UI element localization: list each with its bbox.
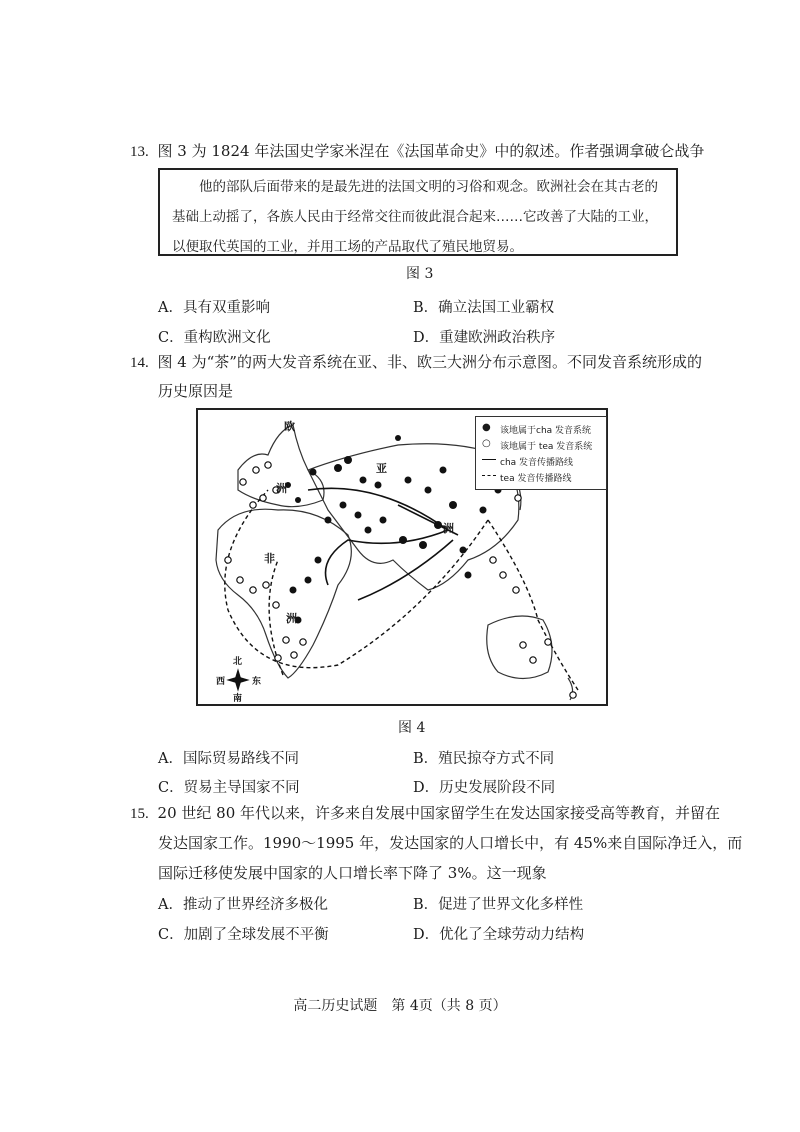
legend-tea-route: tea 发音传播路线 bbox=[500, 474, 572, 484]
map-label-asia-2: 洲 bbox=[443, 522, 454, 535]
cha-place-dot bbox=[355, 512, 362, 519]
australia-coastline bbox=[487, 616, 552, 679]
cha-place-dot bbox=[315, 557, 322, 564]
q14-stem bbox=[130, 347, 702, 378]
q14-option-d[interactable]: D．历史发展阶段不同 bbox=[413, 780, 556, 796]
map-legend bbox=[475, 416, 607, 490]
legend-dashed-line-icon bbox=[482, 475, 496, 476]
cha-place-dot bbox=[325, 517, 332, 524]
q15-stem-line2: 发达国家工作。1990～1995 年，发达国家的人口增长中，有 45%来自国际净迁入，而 bbox=[158, 834, 743, 852]
compass-north: 北 bbox=[233, 657, 243, 667]
cha-place-dot bbox=[340, 502, 347, 509]
tea-place-ring bbox=[300, 639, 306, 645]
q13-number: 13. bbox=[130, 144, 149, 160]
map-label-europe-2: 洲 bbox=[276, 482, 287, 495]
tea-place-ring bbox=[515, 495, 521, 501]
q14-option-c[interactable]: C．贸易主导国家不同 bbox=[158, 780, 300, 796]
cha-place-dot bbox=[310, 469, 317, 476]
q15-stem bbox=[130, 798, 720, 829]
cha-route-line bbox=[358, 540, 453, 600]
q13-option-d[interactable]: D．重建欧洲政治秩序 bbox=[413, 330, 556, 346]
q13-quote-line: 以便取代英国的工业，并用工场的产品取代了殖民地贸易。 bbox=[172, 239, 523, 255]
tea-place-ring bbox=[240, 479, 246, 485]
cha-place-dot bbox=[380, 517, 387, 524]
tea-place-ring bbox=[291, 652, 297, 658]
compass-west: 西 bbox=[216, 677, 226, 687]
q13-option-b[interactable]: B．确立法国工业霸权 bbox=[413, 300, 555, 316]
tea-place-ring bbox=[250, 502, 256, 508]
figure-3-caption: 图 3 bbox=[406, 266, 434, 282]
tea-place-ring bbox=[283, 637, 289, 643]
cha-place-dot bbox=[295, 497, 301, 503]
q13-stem bbox=[130, 136, 704, 167]
cha-place-dot bbox=[465, 572, 472, 579]
tea-pronunciation-map bbox=[196, 408, 608, 706]
q13-option-c[interactable]: C．重构欧洲文化 bbox=[158, 330, 271, 346]
tea-place-ring bbox=[570, 692, 576, 698]
tea-place-ring bbox=[273, 602, 279, 608]
compass-east: 东 bbox=[252, 677, 262, 687]
legend-cha-dot-icon: ● bbox=[482, 422, 491, 433]
q15-option-d[interactable]: D．优化了全球劳动力结构 bbox=[413, 927, 585, 943]
q13-quote-line: 基础上动摇了，各族人民由于经常交往而彼此混合起来……它改善了大陆的工业， bbox=[172, 209, 658, 225]
legend-cha-route: cha 发音传播路线 bbox=[500, 458, 574, 468]
page-footer: 高二历史试题 第 4页（共 8 页） bbox=[293, 998, 507, 1014]
cha-place-dot bbox=[405, 477, 412, 484]
cha-place-dot bbox=[480, 507, 487, 514]
tea-route-line bbox=[488, 520, 578, 690]
tea-place-ring bbox=[520, 642, 526, 648]
map-label-europe-1: 欧 bbox=[284, 420, 295, 433]
tea-place-ring bbox=[500, 572, 506, 578]
tea-place-ring bbox=[513, 587, 519, 593]
q14-option-b[interactable]: B．殖民掠夺方式不同 bbox=[413, 751, 555, 767]
cha-place-dot bbox=[290, 587, 297, 594]
cha-place-dot bbox=[425, 487, 432, 494]
legend-tea-place: 该地属于 tea 发音系统 bbox=[500, 442, 593, 452]
figure-4-caption: 图 4 bbox=[398, 720, 426, 736]
legend-solid-line-icon bbox=[482, 459, 496, 460]
tea-place-ring bbox=[490, 557, 496, 563]
q15-option-b[interactable]: B．促进了世界文化多样性 bbox=[413, 897, 584, 913]
tea-place-ring bbox=[253, 467, 259, 473]
map-label-africa-2: 洲 bbox=[286, 612, 297, 625]
tea-place-ring bbox=[275, 655, 281, 661]
tea-place-ring bbox=[265, 462, 271, 468]
q14-option-a[interactable]: A．国际贸易路线不同 bbox=[158, 751, 299, 767]
q13-stem-text: 图 3 为 1824 年法国史学家米涅在《法国革命史》中的叙述。作者强调拿破仑战争 bbox=[157, 142, 705, 160]
cha-place-dot bbox=[365, 527, 372, 534]
q13-option-a[interactable]: A．具有双重影响 bbox=[158, 300, 270, 316]
cha-place-dot bbox=[399, 536, 407, 544]
legend-tea-ring-icon: ○ bbox=[482, 438, 491, 449]
cha-place-dot bbox=[460, 547, 467, 554]
tea-place-ring bbox=[250, 587, 256, 593]
q14-stem-line2: 历史原因是 bbox=[158, 382, 234, 400]
tea-place-ring bbox=[545, 639, 551, 645]
legend-cha-place: 该地属于cha 发音系统 bbox=[500, 426, 592, 436]
map-label-africa-1: 非 bbox=[264, 552, 275, 565]
compass-south: 南 bbox=[233, 694, 243, 704]
tea-place-ring bbox=[260, 495, 266, 501]
q15-stem-line3: 国际迁移使发展中国家的人口增长率下降了 3%。这一现象 bbox=[158, 864, 547, 882]
cha-place-dot bbox=[434, 521, 442, 529]
compass-rose bbox=[228, 670, 248, 690]
cha-place-dot bbox=[305, 577, 312, 584]
cha-route-line bbox=[308, 488, 448, 530]
map-label-asia-1: 亚 bbox=[376, 462, 387, 475]
cha-place-dot bbox=[395, 435, 401, 441]
cha-place-dot bbox=[419, 541, 427, 549]
cha-place-dot bbox=[344, 456, 352, 464]
tea-place-ring bbox=[530, 657, 536, 663]
cha-place-markers bbox=[285, 435, 502, 624]
q14-stem-text: 图 4 为“茶”的两大发音系统在亚、非、欧三大洲分布示意图。不同发音系统形成的 bbox=[157, 353, 702, 371]
cha-place-dot bbox=[375, 482, 382, 489]
cha-place-dot bbox=[360, 477, 367, 484]
q13-quote-line: 他的部队后面带来的是最先进的法国文明的习俗和观念。欧洲社会在其古老的 bbox=[199, 179, 658, 195]
q14-number: 14. bbox=[130, 355, 149, 371]
q15-option-c[interactable]: C．加剧了全球发展不平衡 bbox=[158, 927, 329, 943]
q15-number: 15. bbox=[130, 806, 149, 822]
tea-place-ring bbox=[225, 557, 231, 563]
q15-option-a[interactable]: A．推动了世界经济多极化 bbox=[158, 897, 328, 913]
cha-place-dot bbox=[440, 467, 447, 474]
q15-stem-text: 20 世纪 80 年代以来，许多来自发展中国家留学生在发达国家接受高等教育，并留在 bbox=[157, 804, 721, 822]
tea-place-ring bbox=[237, 577, 243, 583]
tea-place-ring bbox=[263, 582, 269, 588]
q13-quote-box bbox=[158, 168, 678, 256]
cha-place-dot bbox=[334, 464, 342, 472]
cha-place-dot bbox=[449, 501, 457, 509]
